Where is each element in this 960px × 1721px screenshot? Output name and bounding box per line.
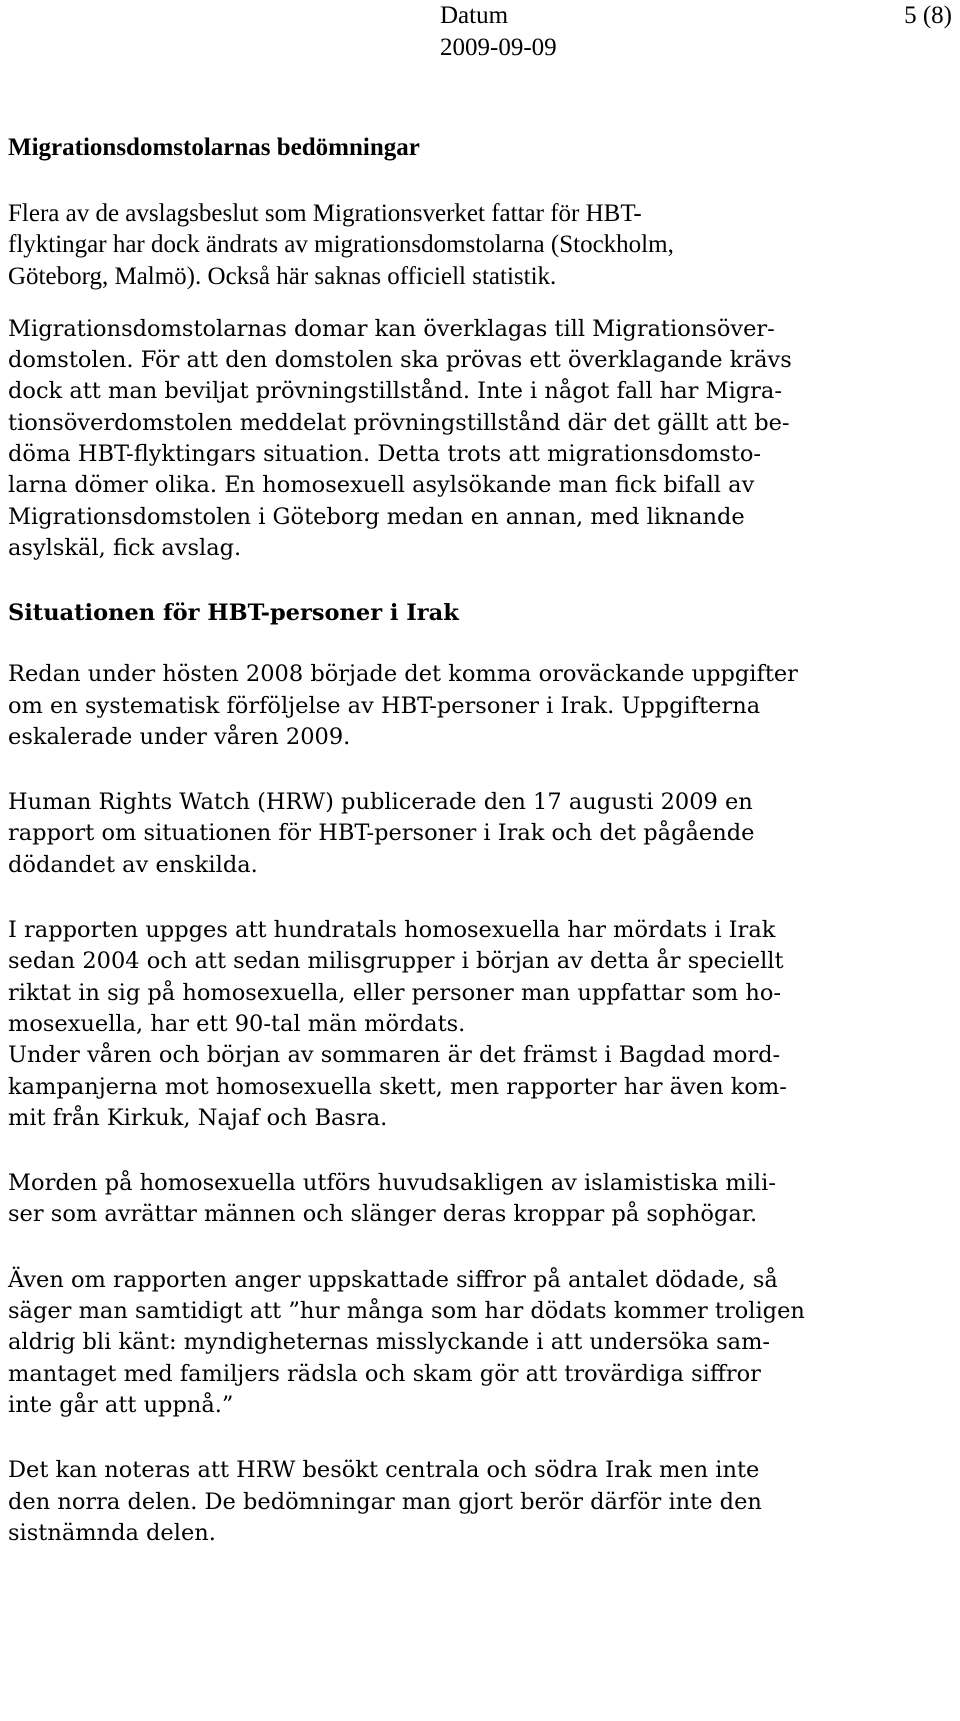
page-number: 5 (8) (904, 2, 952, 29)
paragraph-hrw-visit: Det kan noteras att HRW besökt centrala och södra Irak men inte den norra delen. De bedömningar man gjort berör därför inte den sistnämnda delen. (8, 1457, 762, 1546)
section-heading-migration-courts: Migrationsdomstolarnas bedömningar (8, 134, 420, 161)
paragraph-appeal-process: Migrationsdomstolarnas domar kan överklagas till Migrationsöver- domstolen. För att den domstolen ska prövas ett överklagande krävs dock att man beviljat prövningstillstånd. Inte i något fall har Migra- tionsöverdomstolen meddelat prövningstillstånd där det gällt att be- döma HBT-flyktingars situation. Detta trots att migrationsdomsto- larna dömer olika. En homosexuell asylsökande man fick bifall av Migrationsdomstolen i Göteborg medan en annan, med liknande asylskäl, fick avslag. (8, 315, 792, 561)
document-body (8, 132, 954, 1583)
paragraph-hrw-report: Human Rights Watch (HRW) publicerade den 17 augusti 2009 en rapport om situationen för HBT-personer i Irak och det pågående dödandet av enskilda. (8, 789, 755, 878)
paragraph-militias: Morden på homosexuella utförs huvudsakligen av islamistiska mili- ser som avrättar männen och slänger deras kroppar på sophögar. (8, 1170, 776, 1228)
page-header (0, 0, 960, 70)
paragraph-baghdad-campaigns: Under våren och början av sommaren är det främst i Bagdad mord- kampanjerna mot homosexuella skett, men rapporter har även kom- mit från Kirkuk, Najaf och Basra. (8, 1042, 787, 1131)
section-heading-iraq-situation: Situationen för HBT-personer i Irak (8, 600, 459, 627)
paragraph-overturned-decisions: Flera av de avslagsbeslut som Migrationsverket fattar för HBT- flyktingar har dock ändrats av migrationsdomstolarna (Stockholm, Göteborg, Malmö). Också här saknas officiell statistik. (8, 200, 674, 290)
paragraph-hundreds-murdered: I rapporten uppges att hundratals homosexuella har mördats i Irak sedan 2004 och att sedan milisgrupper i början av detta år speciellt riktat in sig på homosexuella, eller personer man uppfattar som ho- mosexuella, har ett 90-tal män mördats. (8, 917, 784, 1037)
paragraph-estimated-figures: Även om rapporten anger uppskattade siffror på antalet dödade, så säger man samtidigt att ”hur många som har dödats kommer troligen aldrig bli känt: myndigheternas misslyckande i att undersöka sam- mantaget med familjers rädsla och skam gör att trovärdiga siffror inte går att uppnå.” (8, 1266, 805, 1418)
paragraph-autumn-reports: Redan under hösten 2008 började det komma oroväckande uppgifter om en systematisk förföljelse av HBT-personer i Irak. Uppgifterna eskalerade under våren 2009. (8, 661, 798, 750)
date-value: 2009-09-09 (440, 34, 557, 61)
date-label: Datum (440, 2, 509, 29)
